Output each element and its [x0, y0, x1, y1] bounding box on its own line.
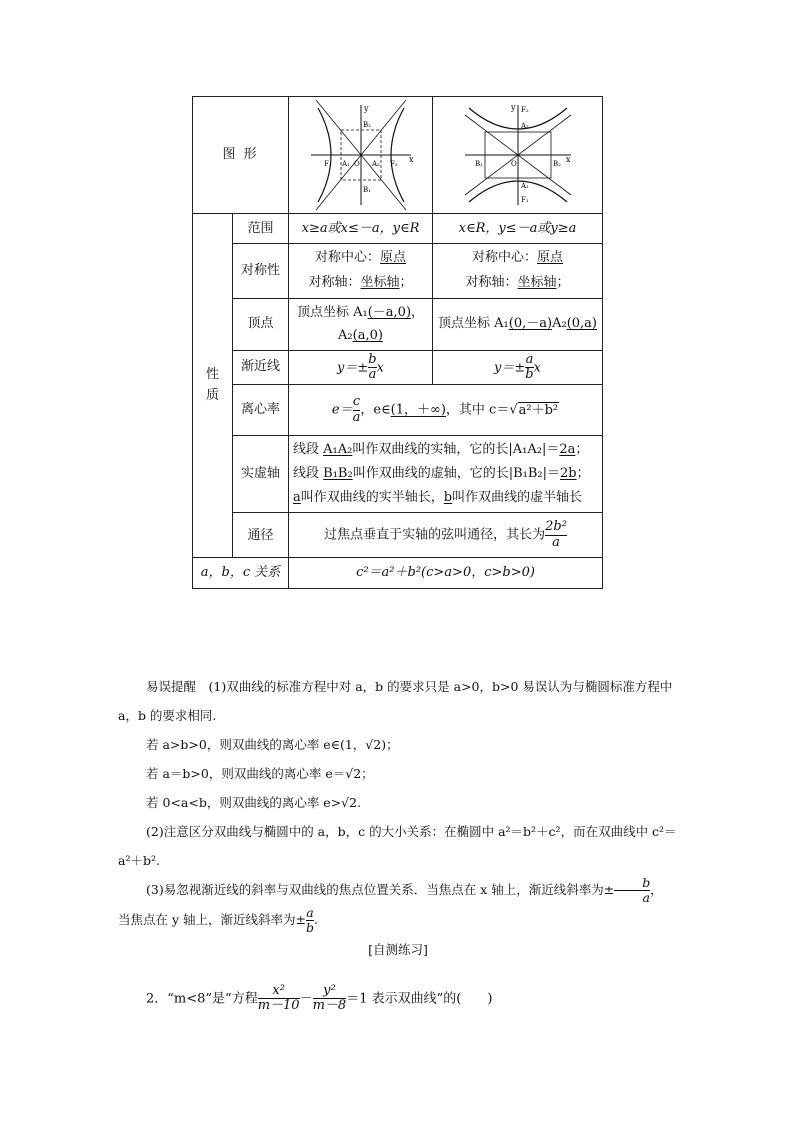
- figure-row-label: 图 形: [193, 97, 289, 214]
- symmetry-y: 对称中心：原点 对称轴：坐标轴；: [433, 244, 603, 298]
- symmetry-x: 对称中心：原点 对称轴：坐标轴；: [289, 244, 433, 298]
- fig2-label: A₁: [520, 182, 529, 190]
- fig1-label: F₁: [323, 160, 332, 168]
- axis-label: 实虚轴: [233, 436, 289, 513]
- vertex-y: 顶点坐标 A₁(0,－a)A₂(0,a): [433, 298, 603, 350]
- fig2-label: F₂: [520, 106, 529, 114]
- figure-vertical-hyperbola: [433, 97, 603, 214]
- notes-section: [118, 672, 678, 964]
- fig1-label: x: [408, 155, 414, 164]
- note-3: 若 a＝b>0，则双曲线的离心率 e＝√2；: [146, 766, 374, 781]
- fig2-label: x: [565, 155, 571, 164]
- asymptote-y: y＝± $\frac{a}{b}$ x: [433, 350, 603, 385]
- range-label: 范围: [233, 214, 289, 244]
- axis-value: 线段 A₁A₂叫作双曲线的实轴，它的长|A₁A₂|＝2a； 线段 B₁B₂叫作双曲线的虚轴，它的长|B₁B₂|＝2b； a叫作双曲线的实半轴长，b叫作双曲线的虚半轴长: [289, 436, 603, 513]
- section-heading: [自测练习]: [368, 941, 428, 957]
- latus-label: 通径: [233, 513, 289, 558]
- hyperbola-y-diagram: [463, 100, 573, 210]
- eccentricity-value: e＝ $\frac{c}{a}$ ，e∈(1，＋∞)，其中 c＝√a²＋b²: [289, 385, 603, 436]
- asymptote-x: y＝± $\frac{b}{a}$ x: [289, 350, 433, 385]
- range-x: x≥a或x≤－a，y∈R: [289, 214, 433, 244]
- fig1-label: A₁: [341, 160, 350, 168]
- fig1-label: B₂: [362, 121, 371, 129]
- note-7: 当焦点在 y 轴上，渐近线斜率为± $\frac{a}{b}$ .: [118, 905, 318, 935]
- range-y: x∈R，y≤－a或y≥a: [433, 214, 603, 244]
- fig1-label: O: [353, 160, 360, 168]
- eccentricity-label: 离心率: [233, 385, 289, 436]
- abc-label: a，b，c 关系: [193, 558, 289, 588]
- note-5: (2)注意区分双曲线与椭圆中的 a，b，c 的大小关系：在椭圆中 a²＝b²＋c²，而在双曲线中 c²＝a²＋b².: [118, 824, 677, 868]
- note-1: 易误提醒 (1)双曲线的标准方程中对 a，b 的要求只是 a>0，b>0 易误认为与椭圆标准方程中 a，b 的要求相同.: [118, 679, 673, 723]
- figure-horizontal-hyperbola: [289, 97, 433, 214]
- properties-label: 性 质: [193, 214, 233, 558]
- fig2-label: F₁: [520, 196, 529, 204]
- abc-value: c²＝a²＋b²(c>a>0，c>b>0): [289, 558, 603, 588]
- fig2-label: y: [510, 103, 516, 112]
- hyperbola-properties-table: [192, 96, 602, 589]
- hyperbola-x-diagram: [306, 100, 416, 210]
- fig1-label: y: [363, 104, 369, 113]
- asymptote-label: 渐近线: [233, 350, 289, 385]
- fig2-label: B₂: [552, 160, 561, 168]
- fig2-label: O: [510, 160, 517, 168]
- vertex-label: 顶点: [233, 298, 289, 350]
- fig2-label: A₂: [520, 122, 529, 130]
- symmetry-label: 对称性: [233, 244, 289, 298]
- vertex-x: 顶点坐标 A₁(－a,0)， A₂(a,0): [289, 298, 433, 350]
- fig1-label: A₂: [371, 160, 380, 168]
- fig1-label: F₂: [389, 160, 398, 168]
- latus-value: 过焦点垂直于实轴的弦叫通径，其长为 $\frac{\text{2b²}}{a}$: [289, 513, 603, 558]
- note-6: (3)易忽视渐近线的斜率与双曲线的焦点位置关系．当焦点在 x 轴上，渐近线斜率为± $\frac{b}{a}$ ，: [146, 875, 663, 905]
- fig2-label: B₁: [474, 160, 483, 168]
- note-2: 若 a>b>0，则双曲线的离心率 e∈(1，√2)；: [146, 737, 399, 752]
- fig1-label: B₁: [362, 186, 371, 194]
- question-2: 2．“m<8”是“方程 $\frac{\text{x²}}{m-10}$ － $\frac{\text{y²}}{m-8}$ ＝1 表示双曲线”的( ): [146, 983, 493, 1014]
- note-4: 若 0<a<b，则双曲线的离心率 e>√2.: [146, 795, 362, 810]
